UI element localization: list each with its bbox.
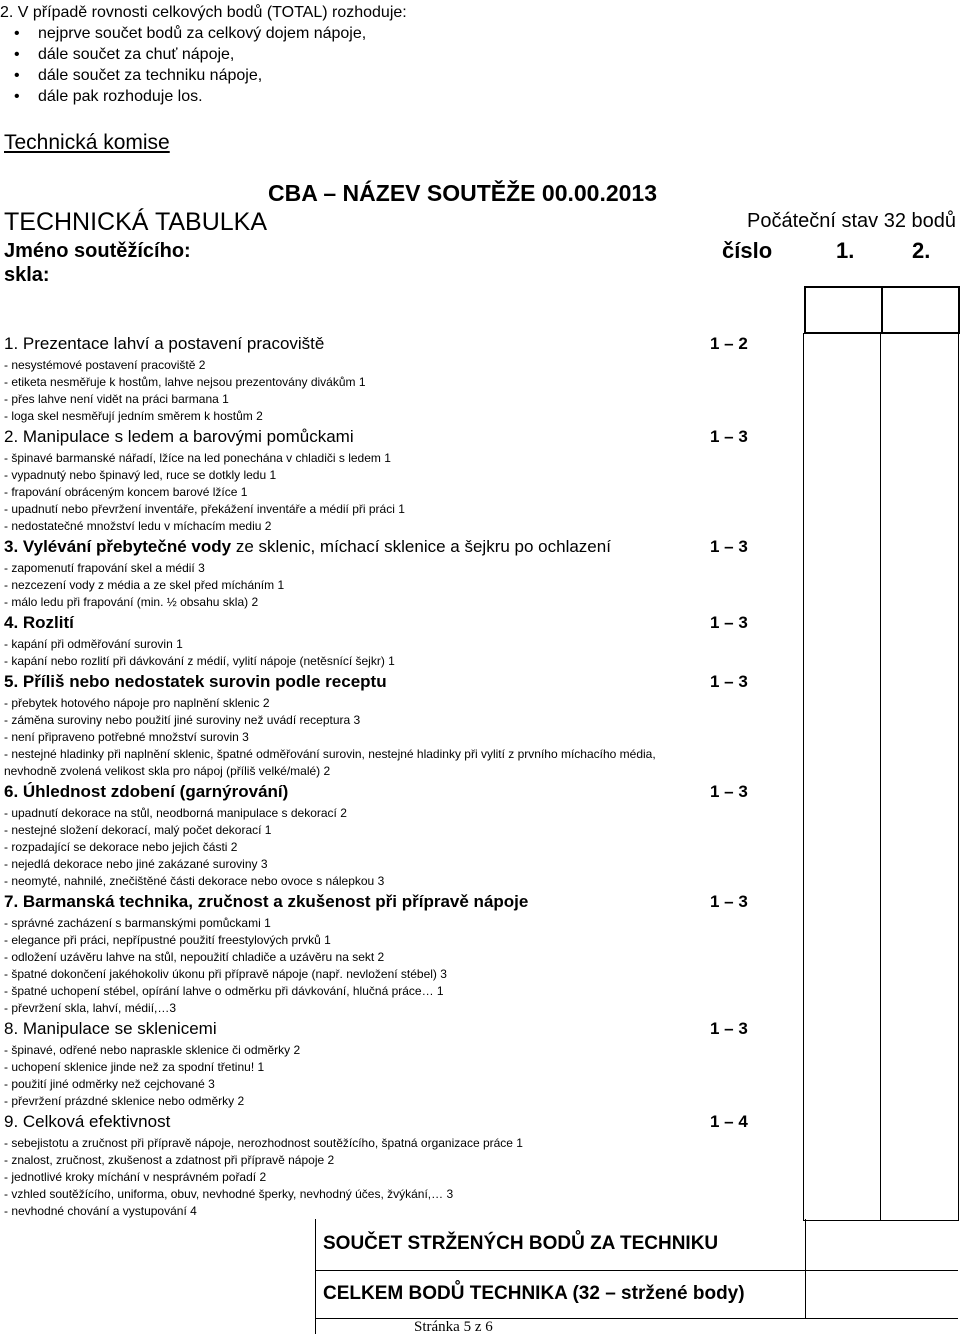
- list-item: - kapání nebo rozlití při dávkování z médií, vylití nápoje (netěsnící šejkr) 1: [4, 654, 395, 668]
- list-item: - etiketa nesměřuje k hostům, lahve nejsou prezentovány divákům 1: [4, 375, 366, 389]
- glass-number-cells: [804, 286, 960, 334]
- list-item: - málo ledu při frapování (min. ½ obsahu skla) 2: [4, 595, 259, 609]
- section-range: 1 – 3: [710, 537, 748, 556]
- contestant-label: Jméno soutěžícího:: [4, 240, 191, 262]
- glass-label: skla:: [4, 264, 50, 286]
- list-item: - nezcezení vody z média a ze skel před mícháním 1: [4, 578, 285, 592]
- section-range: 1 – 3: [710, 613, 748, 632]
- section-title: 9. Celková efektivnost: [4, 1112, 171, 1131]
- section-1: [4, 334, 800, 425]
- section-range: 1 – 3: [710, 782, 748, 801]
- summary-deducted-label: SOUČET STRŽENÝCH BODŮ ZA TECHNIKU: [323, 1233, 719, 1254]
- column-2-label: 2.: [912, 238, 931, 263]
- list-item: - vzhled soutěžícího, uniforma, obuv, nevhodné šperky, nevhodný účes, žvýkání,… 3: [4, 1187, 454, 1201]
- section-5: [4, 672, 800, 780]
- list-item: - nesystémové postavení pracoviště 2: [4, 358, 206, 372]
- section-title: 8. Manipulace se sklenicemi: [4, 1019, 217, 1038]
- score-column-divider: [880, 333, 881, 1220]
- summary-row-deducted: [316, 1219, 958, 1269]
- section-title: 4. Rozlití: [4, 613, 74, 632]
- list-item: - není připraveno potřebné množství surovin 3: [4, 730, 249, 744]
- list-item: - nevhodné chování a vystupování 4: [4, 1204, 197, 1218]
- section-range: 1 – 3: [710, 672, 748, 691]
- summary-table: [315, 1219, 958, 1334]
- section-title-bold: 3. Vylévání přebytečné vody: [4, 537, 232, 556]
- list-item: - jednotlivé kroky míchání v nesprávném pořadí 2: [4, 1170, 267, 1184]
- list-item: - převržení prázdné sklenice nebo odměrky 2: [4, 1094, 245, 1108]
- intro-bullet: • dále pak rozhoduje los.: [0, 86, 407, 107]
- list-item: - přes lahve není vidět na práci barmana 1: [4, 392, 229, 406]
- section-range: 1 – 3: [710, 1019, 748, 1038]
- intro-bullet: • nejprve součet bodů za celkový dojem nápoje,: [0, 23, 407, 44]
- komise-heading: Technická komise: [4, 131, 170, 154]
- section-title: 6. Úhlednost zdobení (garnýrování): [4, 782, 289, 801]
- initial-points: Počáteční stav 32 bodů: [747, 210, 957, 232]
- section-6: [4, 782, 800, 890]
- list-item: - elegance při práci, nepřípustné použití freestylových prvků 1: [4, 933, 331, 947]
- summary-total-label: CELKEM BODŮ TECHNIKA (32 – stržené body): [323, 1283, 745, 1304]
- section-range: 1 – 3: [710, 427, 748, 446]
- list-item: - znalost, zručnost, zkušenost a zdatnost při přípravě nápoje 2: [4, 1153, 335, 1167]
- intro-line: 2. V případě rovnosti celkových bodů (TOTAL) rozhoduje:: [0, 4, 407, 21]
- list-item: - frapování obráceným koncem barové lžíce 1: [4, 485, 248, 499]
- glass-number-cell-1[interactable]: [805, 287, 882, 333]
- list-item: - špinavé, odřené nebo napraskle sklenice či odměrky 2: [4, 1043, 301, 1057]
- summary-total-cell[interactable]: [805, 1270, 958, 1318]
- list-item: - kapání při odměřování surovin 1: [4, 637, 183, 651]
- section-range: 1 – 3: [710, 892, 748, 911]
- list-item: - převržení skla, lahví, médií,…3: [4, 1001, 177, 1015]
- list-item: - uchopení sklenice jinde než za spodní třetinu! 1: [4, 1060, 265, 1074]
- intro-bullets: [0, 23, 407, 107]
- glass-number-cell-2[interactable]: [882, 287, 959, 333]
- list-item: - špatné dokončení jakéhokoliv úkonu při přípravě nápoje (např. nevložení stébel) 3: [4, 967, 447, 981]
- section-2: [4, 427, 800, 535]
- list-item: - nedostatečné množství ledu v míchacím mediu 2: [4, 519, 272, 533]
- list-item: - nestejné hladinky při naplnění sklenic, špatné odměřování surovin, nestejné hladinky při vylití z prvního míchacího média, nevhodně zvolená velikost skla pro nápoj (příliš velké/malé) 2: [4, 747, 656, 778]
- intro-bullet: • dále součet za chuť nápoje,: [0, 44, 407, 65]
- list-item: - přebytek hotového nápoje pro naplnění sklenic 2: [4, 696, 270, 710]
- section-title: 7. Barmanská technika, zručnost a zkušenost při přípravě nápoje: [4, 892, 529, 911]
- competition-title: CBA – NÁZEV SOUTĚŽE 00.00.2013: [268, 180, 658, 206]
- column-1-label: 1.: [836, 238, 855, 263]
- section-4: [4, 613, 800, 670]
- section-9: [4, 1112, 800, 1220]
- penalty-sections: [4, 334, 800, 1222]
- intro-bullet: • dále součet za techniku nápoje,: [0, 65, 407, 86]
- section-range: 1 – 4: [710, 1112, 748, 1131]
- list-item: - nejedlá dekorace nebo jiné zakázané suroviny 3: [4, 857, 268, 871]
- list-item: - zapomenutí frapování skel a médií 3: [4, 561, 205, 575]
- list-item: - špinavé barmanské nářadí, lžíce na led ponechána v chladiči s ledem 1: [4, 451, 391, 465]
- section-3: [4, 537, 800, 611]
- number-label: číslo: [722, 238, 773, 263]
- section-title-rest: ze sklenic, míchací sklenice a šejkru po ochlazení: [231, 537, 611, 556]
- list-item: - upadnutí dekorace na stůl, neodborná manipulace s dekorací 2: [4, 806, 347, 820]
- summary-divider: [805, 1219, 806, 1318]
- section-title: 5. Příliš nebo nedostatek surovin podle receptu: [4, 672, 387, 691]
- list-item: - špatné uchopení stébel, opírání lahve o odměrku při dávkování, hlučná práce… 1: [4, 984, 444, 998]
- list-item: - sebejistotu a zručnost při přípravě nápoje, nerozhodnost soutěžícího, špatná organizace práce 1: [4, 1136, 523, 1150]
- list-item: - neomyté, nahnilé, znečištěné části dekorace nebo ovoce s nálepkou 3: [4, 874, 385, 888]
- page-number: Stránka 5 z 6: [414, 1319, 493, 1335]
- section-title: 2. Manipulace s ledem a barovými pomůckami: [4, 427, 354, 446]
- list-item: - vypadnutý nebo špinavý led, ruce se dotkly ledu 1: [4, 468, 277, 482]
- list-item: - záměna suroviny nebo použití jiné suroviny než uvádí receptura 3: [4, 713, 361, 727]
- section-8: [4, 1019, 800, 1110]
- section-title: 1. Prezentace lahví a postavení pracoviště: [4, 334, 325, 353]
- section-range: 1 – 2: [710, 334, 748, 353]
- score-column-box[interactable]: [803, 333, 959, 1221]
- list-item: - odložení uzávěru lahve na stůl, nepoužití chladiče a uzávěru na sekt 2: [4, 950, 385, 964]
- list-item: - loga skel nesměřují jedním směrem k hostům 2: [4, 409, 263, 423]
- list-item: - nestejné složení dekorací, malý počet dekorací 1: [4, 823, 272, 837]
- table-name: TECHNICKÁ TABULKA: [4, 208, 268, 236]
- section-7: [4, 892, 800, 1017]
- list-item: - správné zacházení s barmanskými pomůckami 1: [4, 916, 271, 930]
- summary-bottom-line: [316, 1318, 958, 1319]
- intro-block: [0, 2, 407, 107]
- section-title: [4, 537, 611, 557]
- list-item: - použití jiné odměrky než cejchované 3: [4, 1077, 215, 1091]
- list-item: - upadnutí nebo převržení inventáře, překážení inventáře a médií při práci 1: [4, 502, 405, 516]
- list-item: - rozpadající se dekorace nebo jejich části 2: [4, 840, 238, 854]
